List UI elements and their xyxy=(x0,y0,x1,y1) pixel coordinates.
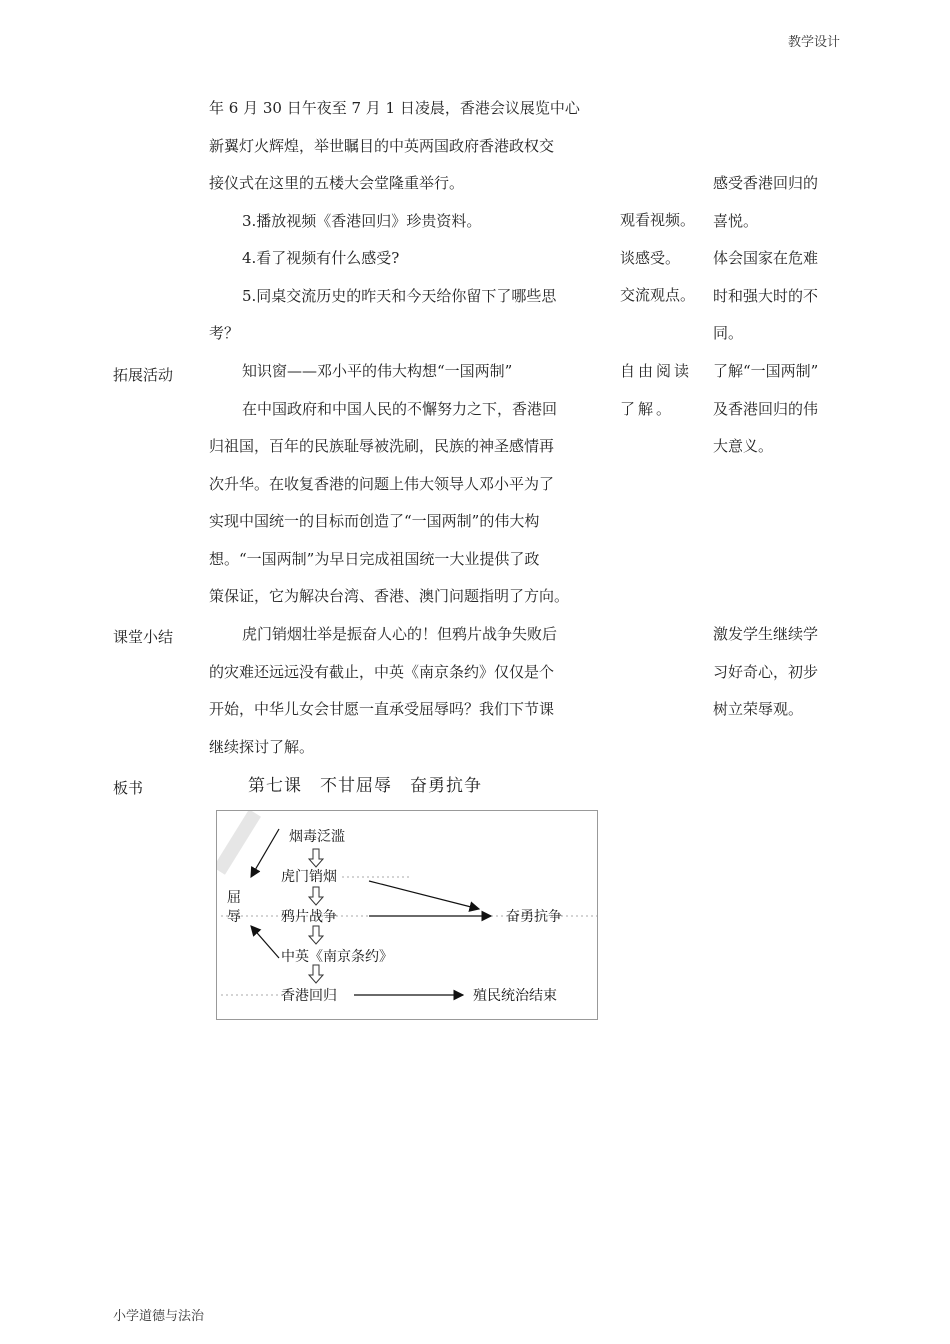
node-humiliation-2: 辱 xyxy=(227,909,241,925)
text-line: 想。“一国两制”为早日完成祖国统一大业提供了政 xyxy=(209,549,540,568)
continued-activities xyxy=(620,202,702,315)
text-line: 年 6 月 30 日午夜至 7 月 1 日凌晨，香港会议展览中心 xyxy=(209,99,580,117)
text-line: 虎门销烟壮举是振奋人心的！但鸦片战争失败后 xyxy=(242,625,558,643)
goal-line: 了解“一国两制” xyxy=(713,362,819,380)
page-footer: 小学道德与法治 xyxy=(113,1309,205,1324)
board-title: 第七课 不甘屈辱 奋勇抗争 xyxy=(248,776,482,796)
goal-line: 树立荣辱观。 xyxy=(713,700,804,718)
text-line: 的灾难还远远没有截止，中英《南京条约》仅仅是个 xyxy=(209,662,555,681)
node-opium-war: 鸦片战争 xyxy=(281,909,337,925)
node-opium-spread: 烟毒泛滥 xyxy=(289,829,345,845)
node-colonial-end: 殖民统治结束 xyxy=(473,988,557,1004)
summary-label: 课堂小结 xyxy=(113,628,174,646)
summary-main-text xyxy=(209,616,604,766)
text-line: 归祖国，百年的民族耻辱被洗刷，民族的神圣感情再 xyxy=(209,437,555,455)
extension-label: 拓展活动 xyxy=(113,366,174,384)
goal-line: 体会国家在危难 xyxy=(713,249,819,267)
text-line: 考？ xyxy=(209,324,240,342)
continued-main-text xyxy=(209,90,604,353)
text-line: 新翼灯火辉煌，举世瞩目的中英两国政府香港政权交 xyxy=(209,136,555,155)
node-resistance: 奋勇抗争 xyxy=(506,909,562,925)
node-nanjing-treaty: 中英《南京条约》 xyxy=(281,949,393,965)
down-arrow xyxy=(309,965,323,983)
activity-line: 观看视频。 xyxy=(620,211,696,229)
goal-line: 时和强大时的不 xyxy=(713,286,819,305)
goal-line: 激发学生继续学 xyxy=(713,625,819,643)
arrow-to-resistance-diagonal xyxy=(369,881,479,909)
extension-goals xyxy=(713,353,843,466)
activity-line: 谈感受。 xyxy=(620,248,681,267)
down-arrow xyxy=(309,926,323,944)
board-label: 板书 xyxy=(113,779,144,797)
goal-line: 感受香港回归的 xyxy=(713,174,819,192)
text-line: 策保证，它为解决台湾、香港、澳门问题指明了方向。 xyxy=(209,587,570,605)
text-line: 实现中国统一的目标而创造了“一国两制”的伟大构 xyxy=(209,512,540,530)
goal-line: 大意义。 xyxy=(713,437,774,455)
board-diagram xyxy=(216,810,598,1020)
text-line: 接仪式在这里的五楼大会堂隆重举行。 xyxy=(209,174,465,192)
text-line: 次升华。在收复香港的问题上伟大领导人邓小平为了 xyxy=(209,474,555,493)
text-line: 继续探讨了解。 xyxy=(209,737,315,756)
goal-line: 喜悦。 xyxy=(713,211,759,230)
node-humen: 虎门销烟 xyxy=(281,869,337,885)
activity-line: 了解。 xyxy=(620,399,675,418)
text-line: 开始，中华儿女会甘愿一直承受屈辱吗？我们下节课 xyxy=(209,700,555,718)
arrow-to-humiliation-top xyxy=(251,829,279,877)
board-diagram-svg xyxy=(217,811,597,1019)
goal-line: 及香港回归的伟 xyxy=(713,399,819,418)
decorative-stroke xyxy=(219,813,255,871)
page-header: 教学设计 xyxy=(787,35,840,50)
summary-goals xyxy=(713,616,843,729)
text-line: 5.同桌交流历史的昨天和今天给你留下了哪些思 xyxy=(242,286,557,305)
text-line: 知识窗——邓小平的伟大构想“一国两制” xyxy=(242,362,513,380)
down-arrow xyxy=(309,887,323,905)
text-line: 4.看了视频有什么感受? xyxy=(242,249,400,267)
text-line: 3.播放视频《香港回归》珍贵资料。 xyxy=(242,211,482,230)
arrow-to-humiliation-bottom xyxy=(251,926,279,958)
node-humiliation-1: 屈 xyxy=(227,890,241,906)
activity-line: 交流观点。 xyxy=(620,286,696,304)
goal-line: 同。 xyxy=(713,324,744,342)
text-line: 在中国政府和中国人民的不懈努力之下，香港回 xyxy=(242,399,558,418)
down-arrow xyxy=(309,849,323,867)
extension-main-text xyxy=(209,353,604,616)
extension-activities xyxy=(620,353,702,428)
continued-goals xyxy=(713,165,843,353)
activity-line: 自由阅读 xyxy=(620,362,693,380)
node-hk-return: 香港回归 xyxy=(281,988,337,1004)
goal-line: 习好奇心，初步 xyxy=(713,662,819,681)
